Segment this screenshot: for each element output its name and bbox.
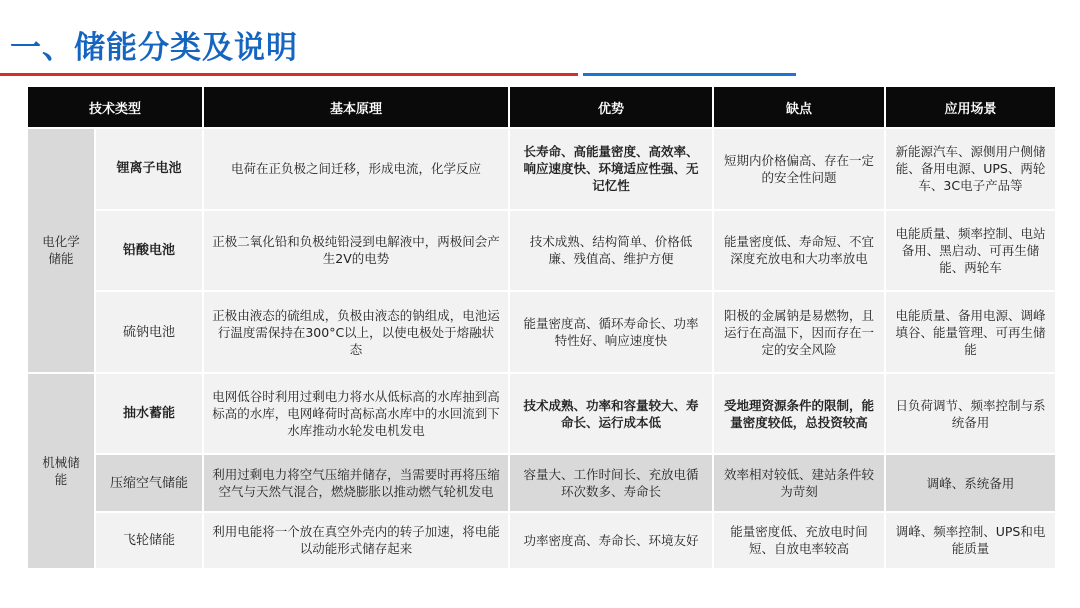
table-row xyxy=(27,373,1056,455)
tech-name: 硫钠电池 xyxy=(95,291,203,373)
header-advantages: 优势 xyxy=(509,86,713,128)
advantages-cell: 功率密度高、寿命长、环境友好 xyxy=(509,512,713,569)
disadvantages-cell: 受地理资源条件的限制，能量密度较低，总投资较高 xyxy=(713,373,885,455)
disadvantages-cell: 能量密度低、寿命短、不宜深度充放电和大功率放电 xyxy=(713,210,885,292)
advantages-cell: 技术成熟、结构简单、价格低廉、残值高、维护方便 xyxy=(509,210,713,292)
tech-name: 锂离子电池 xyxy=(95,128,203,210)
applications-cell: 调峰、系统备用 xyxy=(885,454,1056,511)
tech-name: 铅酸电池 xyxy=(95,210,203,292)
title-underline-blue xyxy=(583,73,796,76)
disadvantages-cell: 短期内价格偏高、存在一定的安全性问题 xyxy=(713,128,885,210)
header-principle: 基本原理 xyxy=(203,86,509,128)
applications-cell: 电能质量、备用电源、调峰填谷、能量管理、可再生储能 xyxy=(885,291,1056,373)
classification-table xyxy=(26,85,1057,570)
header-applications: 应用场景 xyxy=(885,86,1056,128)
applications-cell: 电能质量、频率控制、电站备用、黑启动、可再生储能、两轮车 xyxy=(885,210,1056,292)
tech-name: 压缩空气储能 xyxy=(95,454,203,511)
principle-cell: 正极由液态的硫组成，负极由液态的钠组成，电池运行温度需保持在300°C以上，以使电极处于熔融状态 xyxy=(203,291,509,373)
principle-cell: 电荷在正负极之间迁移，形成电流，化学反应 xyxy=(203,128,509,210)
applications-cell: 新能源汽车、源侧用户侧储能、备用电源、UPS、两轮车、3C电子产品等 xyxy=(885,128,1056,210)
advantages-cell: 长寿命、高能量密度、高效率、响应速度快、环境适应性强、无记忆性 xyxy=(509,128,713,210)
advantages-cell: 技术成熟、功率和容量较大、寿命长、运行成本低 xyxy=(509,373,713,455)
table-row xyxy=(27,291,1056,373)
table-row xyxy=(27,454,1056,511)
disadvantages-cell: 阳极的金属钠是易燃物，且运行在高温下，因而存在一定的安全风险 xyxy=(713,291,885,373)
page-title: 一、储能分类及说明 xyxy=(10,30,298,66)
principle-cell: 电网低谷时利用过剩电力将水从低标高的水库抽到高标高的水库，电网峰荷时高标高水库中的水回流到下水库推动水轮发电机发电 xyxy=(203,373,509,455)
category-electrochemical: 电化学 储能 xyxy=(27,128,95,373)
title-underline-red xyxy=(0,73,578,76)
table-row xyxy=(27,210,1056,292)
principle-cell: 正极二氧化铅和负极纯铅浸到电解液中，两极间会产生2V的电势 xyxy=(203,210,509,292)
principle-cell: 利用电能将一个放在真空外壳内的转子加速，将电能以动能形式储存起来 xyxy=(203,512,509,569)
header-tech-type: 技术类型 xyxy=(27,86,203,128)
header-disadvantages: 缺点 xyxy=(713,86,885,128)
advantages-cell: 容量大、工作时间长、充放电循环次数多、寿命长 xyxy=(509,454,713,511)
storage-table xyxy=(26,85,1055,570)
table-row xyxy=(27,128,1056,210)
table-row xyxy=(27,512,1056,569)
disadvantages-cell: 效率相对较低、建站条件较为苛刻 xyxy=(713,454,885,511)
applications-cell: 日负荷调节、频率控制与系统备用 xyxy=(885,373,1056,455)
advantages-cell: 能量密度高、循环寿命长、功率特性好、响应速度快 xyxy=(509,291,713,373)
applications-cell: 调峰、频率控制、UPS和电能质量 xyxy=(885,512,1056,569)
tech-name: 抽水蓄能 xyxy=(95,373,203,455)
tech-name: 飞轮储能 xyxy=(95,512,203,569)
table-header-row xyxy=(27,86,1056,128)
disadvantages-cell: 能量密度低、充放电时间短、自放电率较高 xyxy=(713,512,885,569)
category-mechanical: 机械储 能 xyxy=(27,373,95,569)
principle-cell: 利用过剩电力将空气压缩并储存，当需要时再将压缩空气与天然气混合，燃烧膨胀以推动燃气轮机发电 xyxy=(203,454,509,511)
